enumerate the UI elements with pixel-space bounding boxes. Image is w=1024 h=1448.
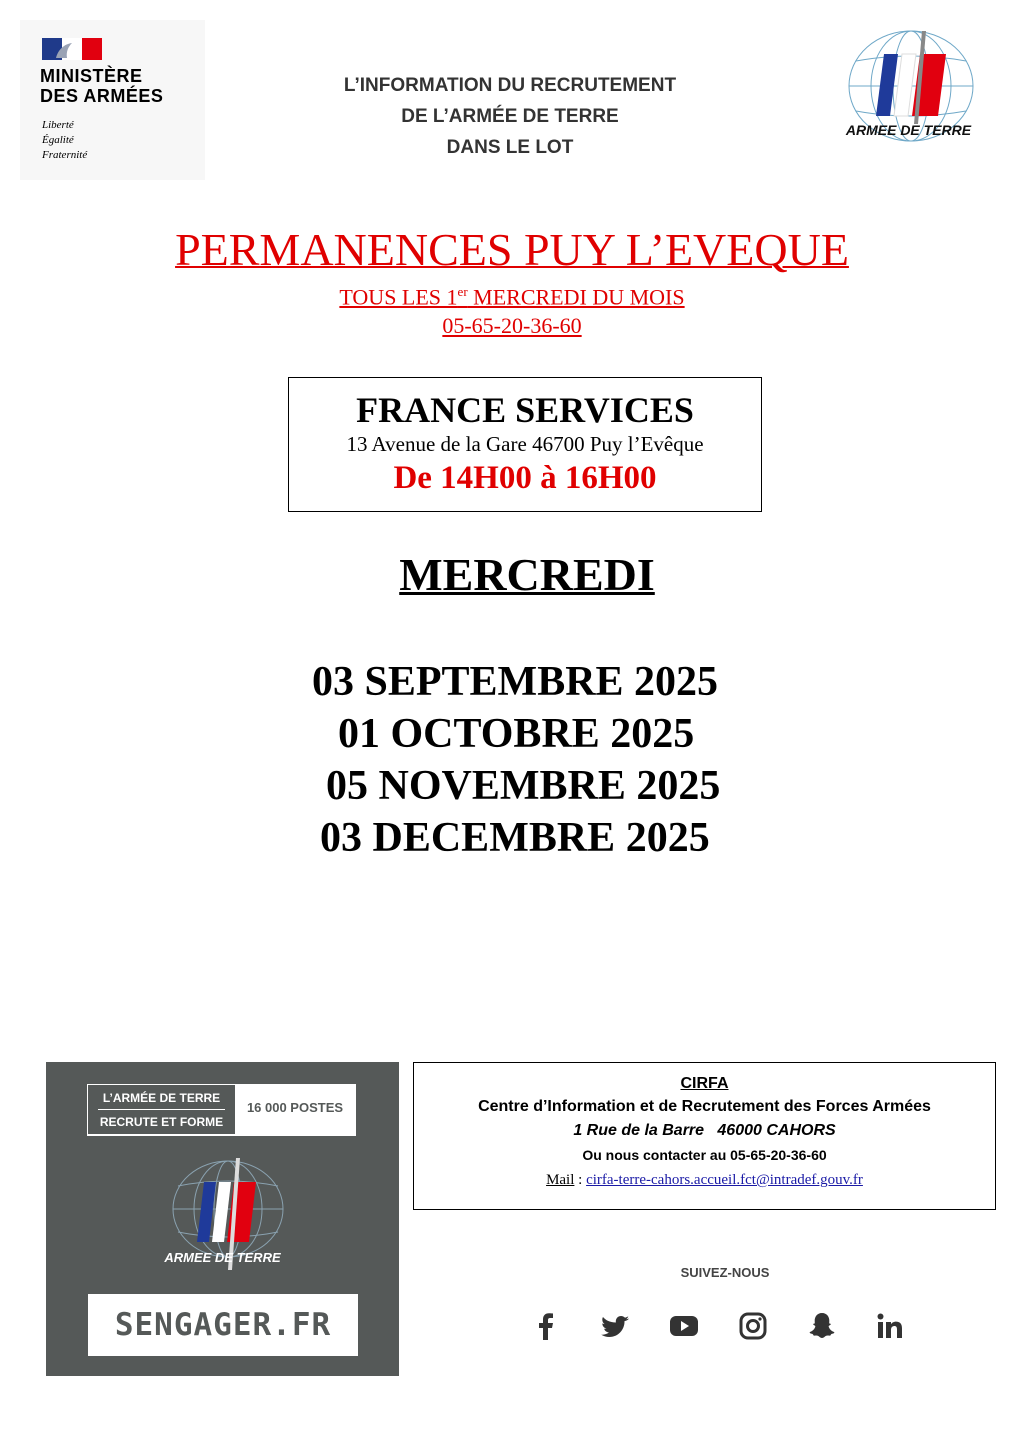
date-item: 05 NOVEMBRE 2025 [326,763,721,809]
instagram-icon[interactable] [737,1310,769,1342]
location-hours: De 14H00 à 16H00 [393,460,657,496]
location-box [288,377,762,512]
ministry-logo [20,20,205,180]
ministry-motto: Liberté Égalité Fraternité [42,119,88,161]
cirfa-address: 1 Rue de la Barre 46000 CAHORS [573,1122,836,1139]
recruitment-promo-panel: L’ARMÉE DE TERRE RECRUTE ET FORME 16 000 POSTES ARMEE DE TERRE SENGAGER.FR [46,1062,399,1376]
linkedin-icon[interactable] [874,1310,906,1342]
cirfa-contact: Ou nous contacter au 05-65-20-36-60 [582,1147,827,1163]
cirfa-title: CIRFA [680,1075,729,1092]
page-title: PERMANENCES PUY L’EVEQUE [175,224,849,275]
website-link[interactable]: SENGAGER.FR [88,1294,358,1356]
cirfa-mail: Mail : cirfa-terre-cahors.accueil.fct@intradef.gouv.fr [546,1172,863,1188]
snapchat-icon[interactable] [806,1310,838,1342]
cirfa-full-name: Centre d’Information et de Recrutement des Forces Armées [478,1098,931,1115]
day-heading: MERCREDI [399,549,655,600]
date-item: 01 OCTOBRE 2025 [338,711,695,757]
date-item: 03 SEPTEMBRE 2025 [312,659,719,705]
cirfa-contact-box [413,1062,996,1210]
header-text: L’INFORMATION DU RECRUTEMENT DE L’ARMÉE DE TERRE DANS LE LOT [343,75,677,158]
location-address: 13 Avenue de la Gare 46700 Puy l’Evêque [346,432,704,456]
divider [98,1109,225,1110]
title-block [0,222,1024,341]
title-phone: 05-65-20-36-60 [442,313,582,339]
ministry-name: MINISTÈRE DES ARMÉES [40,66,164,106]
facebook-icon[interactable] [530,1310,562,1342]
armee-de-terre-logo: ARMEE DE TERRE [826,26,991,154]
date-item: 03 DECEMBRE 2025 [320,815,710,861]
twitter-icon[interactable] [600,1310,632,1342]
mail-link[interactable]: cirfa-terre-cahors.accueil.fct@intradef.gouv.fr [586,1172,863,1188]
youtube-icon[interactable] [668,1310,700,1342]
posts-count: 16 000 POSTES [246,1100,344,1115]
follow-us-label: SUIVEZ-NOUS [680,1265,770,1280]
marianne-flag-icon [42,38,102,60]
location-name: FRANCE SERVICES [356,390,694,430]
title-subtitle: TOUS LES 1er MERCREDI DU MOIS [339,284,685,310]
recruitment-banner: L’ARMÉE DE TERRE RECRUTE ET FORME 16 000 POSTES [87,1084,356,1136]
